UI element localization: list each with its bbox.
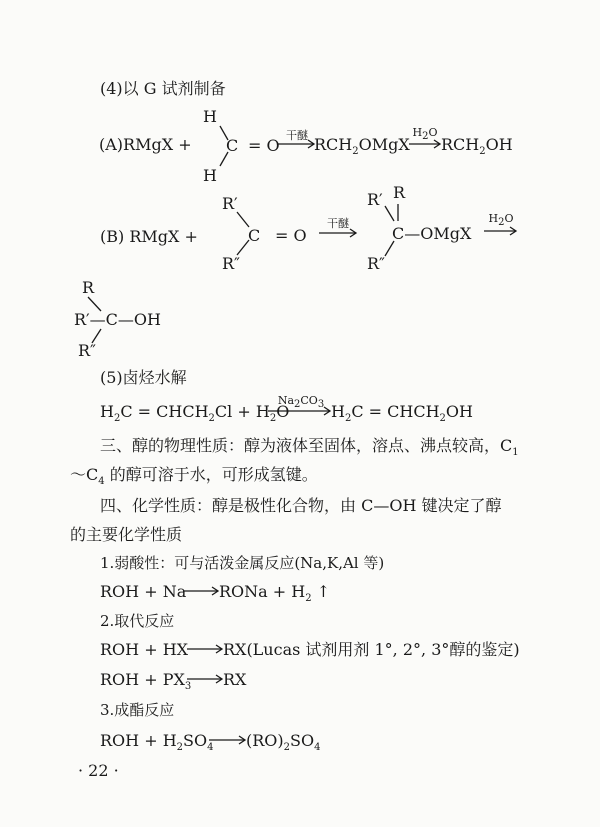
formula-part: (RO) [246,731,284,750]
subscript: 4 [98,476,105,488]
formula-part: SO [290,731,315,750]
formula-part: O [428,126,438,139]
rxnB-reactant: (B) RMgX + [100,227,198,246]
rxnA-carbon: C [226,136,239,155]
rxnA-carbonyl: = O [248,136,280,155]
page-number: · 22 · [78,761,119,780]
physical-properties-line1 [100,436,519,463]
text-part: 三、醇的物理性质：醇为液体至固体，溶点、沸点较高，C [100,436,513,455]
subscript: 2 [498,217,505,229]
item1-eq-left: ROH + Na [100,582,187,601]
rxnA-condition-ether: 干醚 [286,129,308,142]
item2-eq2-right: RX [223,670,247,689]
rxnB-condition-ether: 干醚 [327,217,349,230]
subscript: 2 [269,413,277,425]
formula-part: RCH [314,135,353,154]
formula-part: H [331,402,345,421]
subscript: 2 [479,146,486,158]
subscript: 2 [422,131,429,143]
rxnA-condition-water [410,126,440,142]
rxnB-int-rprime: R′ [367,190,383,209]
rxnB-carbonyl: = O [275,226,307,245]
text-part: 的醇可溶于水，可形成氢键。 [104,465,318,484]
rxnB-rdoubleprime: R″ [222,254,241,273]
rxnB-rprime: R′ [222,194,238,213]
chemical-properties-line1: 四、化学性质：醇是极性化合物，由 C—OH 键决定了醇 [100,496,502,515]
item2-eq1-right: RX(Lucas 试剂用剂 1°, 2°, 3°醇的鉴定) [223,640,520,659]
item1-title: 1.弱酸性：可与活泼金属反应(Na,K,Al 等) [100,554,385,572]
formula-part: CO [300,394,318,407]
formula-part: C = CHCH [351,402,440,421]
section-5-heading: (5)卤烃水解 [100,368,187,387]
rxn5-product [331,402,473,429]
prodB-main: R′—C—OH [74,310,161,329]
section-4-heading [100,79,226,99]
rxnB-carbon: C [248,226,261,245]
rxnB-condition-water [486,212,516,228]
rxnA-product [441,135,513,162]
formula-part: OH [445,402,473,421]
item2-title: 2.取代反应 [100,612,175,630]
formula-part: C = CHCH [120,402,209,421]
formula-part: Cl + H [214,402,270,421]
item1-eq-right [219,582,330,609]
rxnA-reactant: (A)RMgX + [99,135,192,154]
formula-part: Na [277,394,294,407]
rxnA-h-top: H [203,107,217,126]
prodB-r: R [82,278,95,297]
item3-eq-left [100,731,213,758]
rxnB-int-carbon: C—OMgX [392,224,472,243]
formula-part: ROH + H [100,731,177,750]
rxnA-h-bot: H [203,166,217,185]
subscript: 3 [317,399,325,411]
subscript: 2 [294,399,301,411]
formula-part: SO [183,731,208,750]
subscript: 1 [512,447,519,459]
subscript: 2 [113,413,121,425]
formula-part: OMgX [358,135,410,154]
formula-part: ROH + PX [100,670,185,689]
physical-properties-line2 [70,465,318,492]
gas-arrow: ↑ [316,582,331,601]
subscript: 2 [439,413,446,425]
subscript: 2 [305,593,312,605]
section-title: 以 G 试剂制备 [122,79,226,98]
rxnB-int-rdoubleprime: R″ [367,254,386,273]
section-number: (4) [100,79,123,98]
formula-part: OH [485,135,513,154]
subscript: 2 [344,413,352,425]
rxnA-intermediate [314,135,410,162]
rxn5-reactants [100,402,289,429]
subscript: 2 [283,742,291,754]
item2-eq2-left [100,670,191,697]
item3-title: 3.成酯反应 [100,701,175,719]
formula-part: H [412,126,423,139]
subscript: 2 [176,742,184,754]
item2-eq1-left: ROH + HX [100,640,189,659]
chemical-properties-line2: 的主要化学性质 [70,525,183,544]
formula-part: O [504,212,514,225]
subscript: 2 [208,413,215,425]
rxnB-int-r: R [393,183,406,202]
formula-part: RCH [441,135,480,154]
formula-part: O [276,402,290,421]
subscript: 2 [352,146,359,158]
subscript: 4 [314,742,321,754]
prodB-rdoubleprime: R″ [78,341,97,360]
subscript: 4 [207,742,214,754]
formula-part: H [488,212,499,225]
formula-part: RONa + H [219,582,306,601]
item3-eq-right [246,731,320,758]
text-part: ～C [70,465,99,484]
formula-part: H [100,402,114,421]
subscript: 3 [184,681,192,693]
